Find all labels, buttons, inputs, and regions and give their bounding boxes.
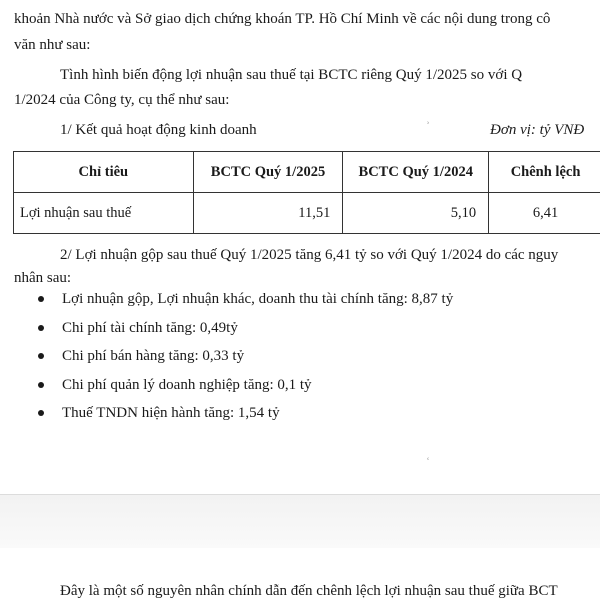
table-header-cell: BCTC Quý 1/2024 bbox=[343, 152, 489, 193]
document-page-2 bbox=[0, 548, 600, 600]
list-item: Chi phí quản lý doanh nghiệp tăng: 0,1 tỷ bbox=[38, 376, 453, 405]
bullet-icon bbox=[38, 296, 44, 302]
scan-speck: ʾ bbox=[426, 119, 430, 133]
value-q1-2024: 5,10 bbox=[343, 193, 489, 234]
row-label: Lợi nhuận sau thuế bbox=[14, 193, 194, 234]
unit-label: Đơn vị: tỷ VNĐ bbox=[490, 122, 585, 138]
value-diff: 6,41 bbox=[489, 193, 600, 234]
section-1-heading: 1/ Kết quả hoạt động kinh doanh bbox=[60, 122, 257, 138]
table-header-cell: Chỉ tiêu bbox=[14, 152, 194, 193]
section-2-line-2: nhân sau: bbox=[14, 270, 72, 286]
list-item: Chi phí bán hàng tăng: 0,33 tỷ bbox=[38, 347, 453, 376]
table-header-cell: Chênh lệch bbox=[489, 152, 600, 193]
results-table bbox=[13, 151, 600, 234]
bullet-icon bbox=[38, 410, 44, 416]
next-page-line-1: Đây là một số nguyên nhân chính dẫn đến chênh lệch lợi nhuận sau thuế giữa BCT bbox=[60, 583, 558, 599]
table-header-cell: BCTC Quý 1/2025 bbox=[193, 152, 343, 193]
section-2-line-1: 2/ Lợi nhuận gộp sau thuế Quý 1/2025 tăng 6,41 tỷ so với Quý 1/2024 do các nguy bbox=[60, 247, 559, 263]
paragraph-2-line-1: Tình hình biến động lợi nhuận sau thuế tại BCTC riêng Quý 1/2025 so với Q bbox=[60, 67, 523, 83]
paragraph-1-line-2: văn như sau: bbox=[14, 37, 91, 53]
scan-speck: ʿ bbox=[426, 455, 430, 469]
table-header-row bbox=[14, 152, 600, 193]
list-item: Lợi nhuận gộp, Lợi nhuận khác, doanh thu tài chính tăng: 8,87 tỷ bbox=[38, 290, 453, 319]
page-break bbox=[0, 494, 600, 550]
list-item: Thuế TNDN hiện hành tăng: 1,54 tỷ bbox=[38, 404, 453, 433]
bullet-icon bbox=[38, 325, 44, 331]
paragraph-2-line-2: 1/2024 của Công ty, cụ thể như sau: bbox=[14, 92, 230, 108]
bullet-list bbox=[38, 290, 453, 433]
bullet-icon bbox=[38, 353, 44, 359]
paragraph-1-line-1: khoản Nhà nước và Sở giao dịch chứng khoán TP. Hồ Chí Minh về các nội dung trong cô bbox=[14, 11, 551, 27]
bullet-icon bbox=[38, 382, 44, 388]
list-item: Chi phí tài chính tăng: 0,49tỷ bbox=[38, 319, 453, 348]
value-q1-2025: 11,51 bbox=[193, 193, 343, 234]
table-row bbox=[14, 193, 600, 234]
